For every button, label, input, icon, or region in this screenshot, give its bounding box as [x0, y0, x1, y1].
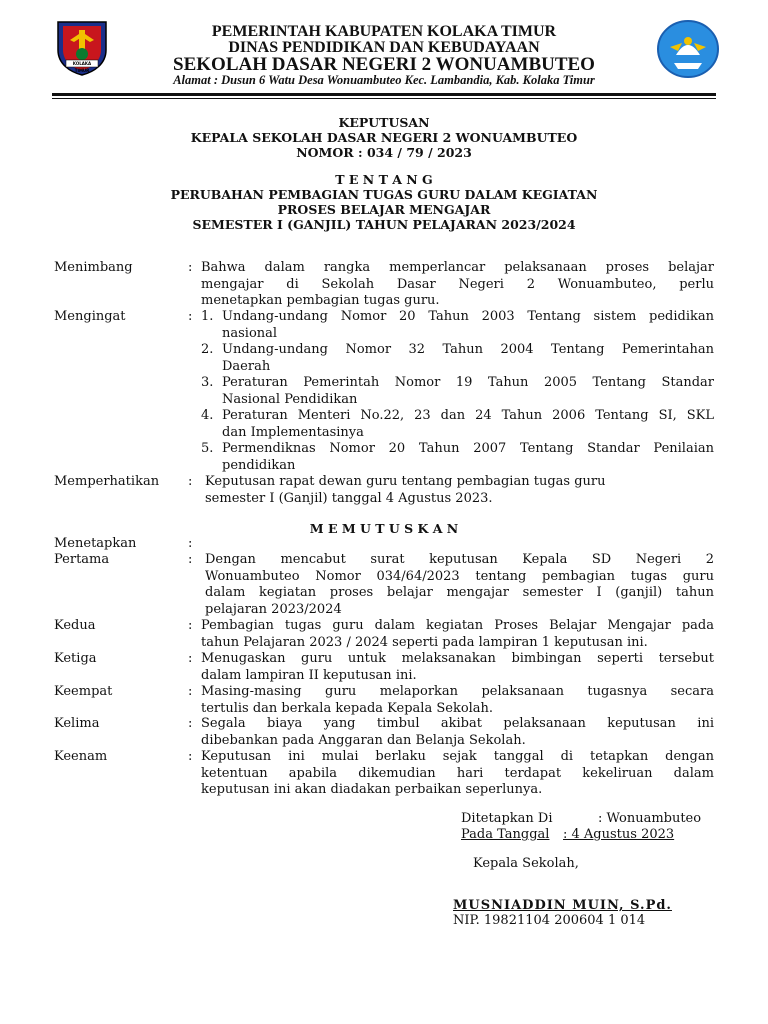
list-item	[222, 408, 714, 441]
memperhatikan-text	[205, 474, 655, 507]
menimbang-text	[201, 260, 714, 310]
text-line: Keputusan rapat dewan guru tentang pembagian tugas guru	[205, 474, 606, 489]
colon: :	[188, 474, 193, 489]
pertama-label: Pertama	[54, 552, 110, 567]
tanggal-value: : 4 Agustus 2023	[563, 827, 675, 842]
text-line: dalam lampiran II keputusan ini.	[201, 667, 417, 683]
text-line: Peraturan Menteri No.22, 23 dan 24 Tahun 2006 Tentang SI, SKL	[222, 408, 714, 423]
kedua-text	[201, 618, 714, 651]
text-line: dibebankan pada Anggaran dan Belanja Sekolah.	[201, 732, 526, 748]
text-line: menetapkan pembagian tugas guru.	[201, 293, 440, 308]
decree-heading: KEPUTUSAN	[338, 115, 430, 130]
text-line: ketentuan apabila dikemudian hari terdapat kekeliruan dalam	[201, 765, 714, 781]
pertama-text	[205, 552, 714, 618]
letterhead-school: SEKOLAH DASAR NEGERI 2 WONUAMBUTEO	[173, 54, 595, 75]
text-line: Undang-undang Nomor 20 Tahun 2003 Tentang sistem pedidikan	[222, 309, 714, 324]
text-line: Keputusan ini mulai berlaku sejak tanggal di tetapkan dengan	[201, 749, 714, 764]
list-number: 1.	[201, 309, 214, 324]
list-number: 2.	[201, 342, 214, 357]
letterhead-department: DINAS PENDIDIKAN DAN KEBUDAYAAN	[228, 39, 540, 56]
text-line: Daerah	[222, 358, 271, 374]
signatory-role: Kepala Sekolah,	[473, 856, 579, 871]
text-line: Wonuambuteo Nomor 034/64/2023 tentang pembagian tugas guru	[205, 568, 714, 584]
list-item	[222, 375, 714, 408]
mengingat-label: Mengingat	[54, 309, 126, 324]
colon: :	[188, 651, 193, 666]
letterhead-rule-thin	[52, 98, 716, 99]
decree-number: NOMOR : 034 / 79 / 2023	[296, 145, 472, 160]
text-line: Segala biaya yang timbul akibat pelaksanaan keputusan ini	[201, 716, 714, 731]
text-line: keputusan ini akan diadakan perbaikan seperlunya.	[201, 782, 543, 797]
list-item	[222, 342, 714, 375]
colon: :	[188, 749, 193, 764]
ketiga-label: Ketiga	[54, 651, 97, 666]
list-number: 3.	[201, 375, 214, 390]
letterhead-address: Alamat : Dusun 6 Watu Desa Wonuambuteo Kec. Lambandia, Kab. Kolaka Timur	[173, 73, 595, 87]
text-line: dalam kegiatan proses belajar mengajar semester I (ganjil) tahun	[205, 585, 714, 600]
text-line: Masing-masing guru melaporkan pelaksanaan tugasnya secara	[201, 684, 714, 699]
signatory-nip: NIP. 19821104 200604 1 014	[453, 913, 646, 928]
keenam-label: Keenam	[54, 749, 108, 764]
colon: :	[188, 618, 193, 633]
memperhatikan-label: Memperhatikan	[54, 474, 160, 489]
ketiga-text	[201, 651, 714, 684]
text-line: pendidikan	[222, 457, 296, 473]
tanggal-label: Pada Tanggal	[461, 827, 550, 842]
menimbang-label: Menimbang	[54, 260, 133, 275]
colon: :	[188, 716, 193, 731]
signatory-name: MUSNIADDIN MUIN, S.Pd.	[453, 898, 672, 913]
decree-subject-line1: PERUBAHAN PEMBAGIAN TUGAS GURU DALAM KEGIATAN	[170, 187, 598, 202]
text-line: tertulis dan berkala kepada Kepala Sekolah.	[201, 700, 494, 716]
list-item	[222, 309, 714, 342]
keempat-text	[201, 684, 714, 717]
kelima-label: Kelima	[54, 716, 100, 731]
list-item	[222, 441, 714, 474]
text-line: Menugaskan guru untuk melaksanakan bimbingan seperti tersebut	[201, 651, 714, 666]
ditetapkan-value: : Wonuambuteo	[598, 811, 702, 826]
text-line: semester I (Ganjil) tanggal 4 Agustus 2023.	[205, 490, 493, 506]
colon: :	[188, 684, 193, 699]
decree-about-label: T E N T A N G	[335, 172, 433, 187]
colon: :	[188, 552, 193, 567]
letterhead-rule-thick	[52, 93, 716, 96]
decree-subject-line2: PROSES BELAJAR MENGAJAR	[277, 202, 491, 217]
colon: :	[188, 260, 193, 275]
text-line: mengajar di Sekolah Dasar Negeri 2 Wonuambuteo, perlu	[201, 276, 714, 292]
memutuskan-heading: M E M U T U S K A N	[309, 521, 459, 536]
menetapkan-label: Menetapkan	[54, 536, 137, 551]
text-line: Pembagian tugas guru dalam kegiatan Proses Belajar Mengajar pada	[201, 618, 714, 633]
kedua-label: Kedua	[54, 618, 96, 633]
decree-issuer: KEPALA SEKOLAH DASAR NEGERI 2 WONUAMBUTEO	[190, 130, 578, 145]
text-line: nasional	[222, 325, 278, 341]
list-number: 5.	[201, 441, 214, 456]
emblem-caption: KOLAKA TIMUR	[72, 61, 92, 73]
text-line: Undang-undang Nomor 32 Tahun 2004 Tentang Pemerintahan	[222, 342, 714, 357]
text-line: pelajaran 2023/2024	[205, 601, 342, 617]
colon: :	[188, 536, 193, 551]
keenam-text	[201, 749, 714, 799]
text-line: Peraturan Pemerintah Nomor 19 Tahun 2005 Tentang Standar	[222, 375, 714, 390]
text-line: Permendiknas Nomor 20 Tahun 2007 Tentang Standar Penilaian	[222, 441, 714, 456]
ditetapkan-label: Ditetapkan Di	[461, 811, 553, 826]
decree-subject-line3: SEMESTER I (GANJIL) TAHUN PELAJARAN 2023/2024	[192, 217, 576, 232]
text-line: dan Implementasinya	[222, 424, 364, 440]
letterhead-government: PEMERINTAH KABUPATEN KOLAKA TIMUR	[211, 23, 557, 40]
kelima-text	[201, 716, 714, 749]
text-line: Bahwa dalam rangka memperlancar pelaksanaan proses belajar	[201, 260, 714, 275]
text-line: tahun Pelajaran 2023 / 2024 seperti pada lampiran 1 keputusan ini.	[201, 634, 648, 650]
keempat-label: Keempat	[54, 684, 113, 699]
text-line: Dengan mencabut surat keputusan Kepala SD Negeri 2	[205, 552, 714, 567]
text-line: Nasional Pendidikan	[222, 391, 358, 407]
colon: :	[188, 309, 193, 324]
list-number: 4.	[201, 408, 214, 423]
